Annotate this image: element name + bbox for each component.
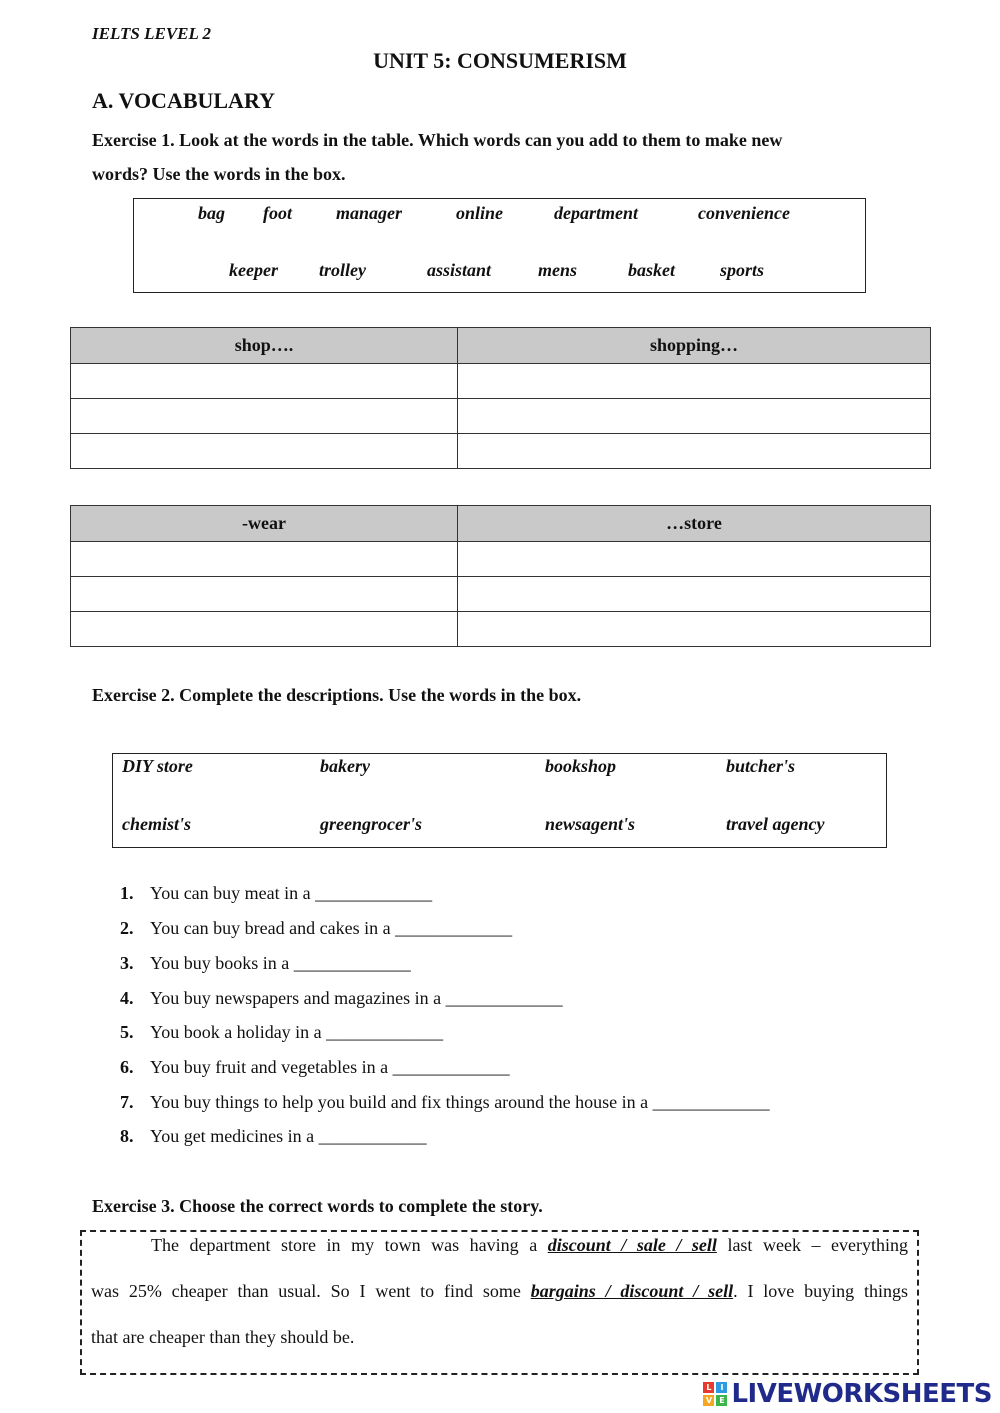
word-item: manager xyxy=(336,203,403,223)
logo-tile: L xyxy=(703,1382,714,1393)
answer-cell[interactable] xyxy=(458,577,931,612)
answer-cell[interactable] xyxy=(458,399,931,434)
answer-cell[interactable] xyxy=(458,612,931,647)
question-text: You buy things to help you build and fix things around the house in a _____________ xyxy=(150,1092,770,1112)
word-item: chemist's xyxy=(122,814,192,834)
section-heading: A. VOCABULARY xyxy=(92,88,275,113)
question-6 xyxy=(120,1057,510,1078)
word-item: bakery xyxy=(320,756,370,776)
word-item: department xyxy=(554,203,638,223)
answer-cell[interactable] xyxy=(71,364,458,399)
story-text: . I love buying things xyxy=(733,1281,908,1301)
unit-title: UNIT 5: CONSUMERISM xyxy=(373,48,627,73)
liveworksheets-logo xyxy=(703,1379,992,1409)
answer-cell[interactable] xyxy=(458,542,931,577)
column-header-shopping: shopping… xyxy=(458,328,931,364)
logo-mark xyxy=(703,1382,727,1406)
story-line-1 xyxy=(91,1222,908,1268)
question-text: You buy books in a _____________ xyxy=(150,953,411,973)
exercise1-title-line1: Exercise 1. Look at the words in the table. Which words can you add to them to make new xyxy=(92,130,783,150)
question-text: You can buy bread and cakes in a _____________ xyxy=(150,918,513,938)
question-number: 6. xyxy=(120,1057,134,1077)
question-number: 2. xyxy=(120,918,134,938)
word-item: trolley xyxy=(319,260,366,280)
exercise2-word-box xyxy=(112,753,887,848)
choice-option-1[interactable]: discount / sale / sell xyxy=(547,1235,717,1255)
question-text: You get medicines in a ____________ xyxy=(150,1126,427,1146)
question-5 xyxy=(120,1022,443,1043)
story-text: was 25% cheaper than usual. So I went to find some xyxy=(91,1281,531,1301)
question-8 xyxy=(120,1126,427,1147)
question-number: 7. xyxy=(120,1092,134,1112)
story-text: last week – everything xyxy=(716,1235,908,1255)
level-label: IELTS LEVEL 2 xyxy=(92,24,212,43)
answer-cell[interactable] xyxy=(71,434,458,469)
exercise3-title: Exercise 3. Choose the correct words to complete the story. xyxy=(92,1196,543,1216)
word-item: newsagent's xyxy=(545,814,636,834)
question-text: You book a holiday in a _____________ xyxy=(150,1022,444,1042)
question-text: You buy newspapers and magazines in a _____________ xyxy=(150,988,563,1008)
word-item: assistant xyxy=(427,260,492,280)
question-2 xyxy=(120,918,512,939)
question-text: You buy fruit and vegetables in a _____________ xyxy=(150,1057,510,1077)
story-line-3: that are cheaper than they should be. xyxy=(91,1327,355,1347)
word-item: basket xyxy=(628,260,675,280)
story-text: The department store in my town was having a xyxy=(151,1235,548,1255)
logo-tile: V xyxy=(703,1395,714,1406)
logo-text: LIVEWORKSHEETS xyxy=(731,1379,992,1409)
answer-cell[interactable] xyxy=(71,399,458,434)
column-header-shop: shop…. xyxy=(71,328,458,364)
answer-cell[interactable] xyxy=(458,364,931,399)
question-4 xyxy=(120,988,563,1009)
answer-cell[interactable] xyxy=(71,542,458,577)
word-item: bookshop xyxy=(545,756,617,776)
answer-cell[interactable] xyxy=(458,434,931,469)
word-item: butcher's xyxy=(726,756,796,776)
question-1 xyxy=(120,883,432,904)
word-item: keeper xyxy=(229,260,278,280)
question-7 xyxy=(120,1092,770,1113)
question-number: 3. xyxy=(120,953,134,973)
column-header-store: …store xyxy=(458,506,931,542)
wear-store-table xyxy=(70,505,931,647)
question-number: 5. xyxy=(120,1022,134,1042)
exercise1-title-line2: words? Use the words in the box. xyxy=(92,164,346,184)
answer-cell[interactable] xyxy=(71,577,458,612)
question-number: 4. xyxy=(120,988,134,1008)
question-number: 1. xyxy=(120,883,134,903)
column-header-wear: -wear xyxy=(71,506,458,542)
question-number: 8. xyxy=(120,1126,134,1146)
shop-shopping-table xyxy=(70,327,931,469)
word-item: greengrocer's xyxy=(320,814,422,834)
answer-cell[interactable] xyxy=(71,612,458,647)
word-item: online xyxy=(456,203,504,223)
word-item: sports xyxy=(720,260,765,280)
word-item: DIY store xyxy=(122,756,193,776)
logo-tile: E xyxy=(716,1395,727,1406)
question-3 xyxy=(120,953,411,974)
story-line-2 xyxy=(91,1268,908,1314)
question-text: You can buy meat in a _____________ xyxy=(150,883,433,903)
word-item: bag xyxy=(198,203,225,223)
word-item: mens xyxy=(538,260,578,280)
logo-tile: I xyxy=(716,1382,727,1393)
choice-option-2[interactable]: bargains / discount / sell xyxy=(530,1281,734,1301)
word-item: convenience xyxy=(698,203,790,223)
exercise2-title: Exercise 2. Complete the descriptions. Use the words in the box. xyxy=(92,685,582,705)
exercise1-word-box xyxy=(133,198,866,293)
word-item: travel agency xyxy=(726,814,825,834)
word-item: foot xyxy=(263,203,292,223)
